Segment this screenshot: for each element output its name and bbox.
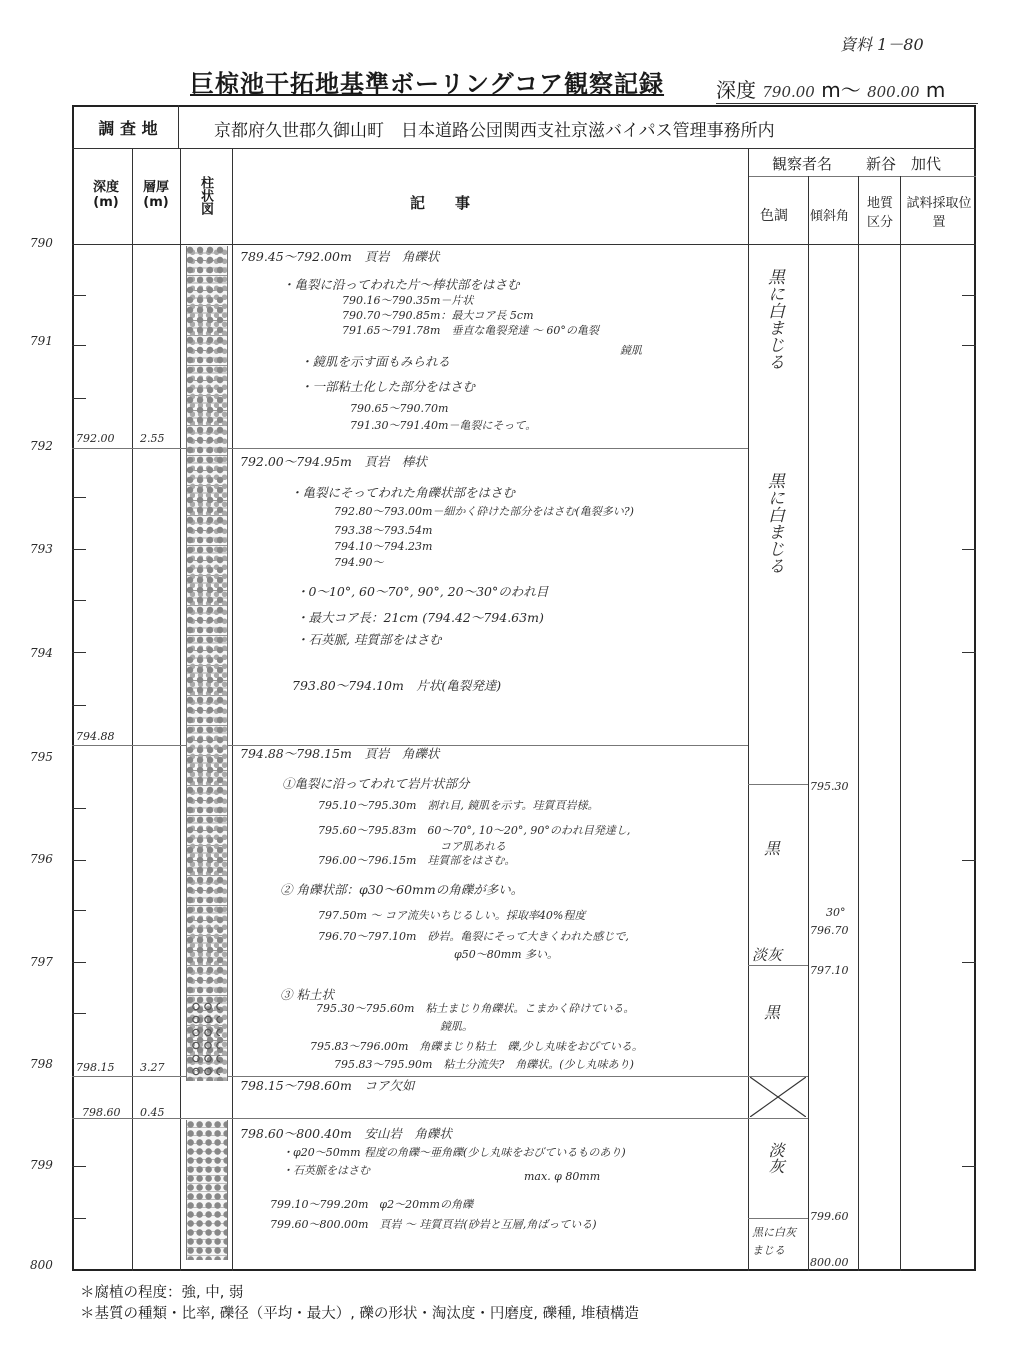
color-boundary (748, 784, 808, 785)
margin-depth: 799 (30, 1158, 53, 1172)
note-line: 795.60～795.83m 60～70°, 10～20°, 90°のわれ目発達し, (318, 824, 631, 837)
depth-from: 790.00 (762, 83, 815, 101)
note-line: 790.70～790.85m：最大コア長 5cm (342, 309, 534, 322)
depth-tick (72, 962, 86, 963)
note-line: 790.65～790.70m (350, 402, 449, 415)
core-column-drawing (186, 1120, 228, 1260)
header-dip: 傾斜角 (810, 209, 850, 224)
layer-boundary (72, 1118, 808, 1119)
note-line: 鏡肌 (620, 344, 642, 357)
color-boundary (748, 1218, 808, 1219)
header-columnar: 柱状図 (198, 176, 213, 215)
core-column-drawing (186, 246, 228, 1081)
depth-tick (962, 549, 976, 550)
note-line: ・最大コア長：21cm (794.42～794.63m) (296, 610, 544, 625)
footnote: ＊腐植の程度：強, 中, 弱 (80, 1285, 244, 1301)
layer-depth: 798.15 (76, 1061, 115, 1074)
margin-depth: 793 (30, 542, 53, 556)
layer-thickness: 0.45 (140, 1106, 165, 1119)
depth-tick (72, 497, 86, 498)
depth-unit-1: m～ (821, 78, 861, 102)
note-line: 795.10～795.30m 割れ目, 鏡肌を示す。珪質頁岩様。 (318, 799, 599, 812)
header-quality: 地質区分 (866, 196, 893, 230)
layer-heading: 789.45～792.00m 頁岩 角礫状 (240, 249, 440, 264)
layer-depth: 794.88 (76, 730, 115, 743)
divider (178, 105, 179, 148)
observer-name: 新谷 加代 (866, 155, 942, 173)
color-tone: 淡灰 (766, 1142, 785, 1174)
layer-depth: 798.60 (82, 1106, 121, 1119)
depth-tick (72, 808, 86, 809)
divider (132, 148, 133, 1271)
layer-boundary (72, 1076, 808, 1077)
note-line: 鏡肌。 (440, 1020, 473, 1033)
dip-value: 30° (826, 906, 846, 919)
note-line: ③ 粘土状 (280, 987, 334, 1002)
depth-tick (72, 1218, 86, 1219)
depth-tick (72, 345, 86, 346)
note-line: 796.00～796.15m 珪質部をはさむ。 (318, 854, 516, 867)
site-label: 調 査 地 (98, 119, 158, 138)
note-line: 793.80～794.10m 片状(亀裂発達) (292, 678, 502, 693)
note-line: 794.10～794.23m (334, 540, 433, 553)
note-line: 799.60～800.00m 頁岩 ～ 珪質頁岩(砂岩と互層,角ばっている) (270, 1218, 597, 1231)
color-tone: 黒 (764, 839, 781, 858)
depth-tick (962, 1166, 976, 1167)
dip-value: 796.70 (810, 924, 849, 937)
depth-unit-2: m (925, 78, 946, 102)
depth-tick (962, 652, 976, 653)
document-reference: 資料 1－80 (840, 35, 924, 54)
layer-heading: 794.88～798.15m 頁岩 角礫状 (240, 746, 440, 761)
color-boundary (748, 965, 808, 966)
note-line: ①亀裂に沿ってわれて岩片状部分 (282, 776, 470, 791)
dip-value: 800.00 (810, 1256, 849, 1269)
depth-tick (72, 910, 86, 911)
margin-depth: 795 (30, 750, 53, 764)
depth-tick (962, 962, 976, 963)
depth-tick (72, 652, 86, 653)
no-core-cross (750, 1077, 806, 1117)
dip-value: 795.30 (810, 780, 849, 793)
note-line: 791.30～791.40m－亀裂にそって。 (350, 419, 537, 432)
note-line: 792.80～793.00m－細かく砕けた部分をはさむ(亀裂多い?) (334, 505, 634, 518)
layer-boundary (72, 448, 748, 449)
divider (748, 148, 749, 1271)
note-line: ・鏡肌を示す面もみられる (300, 354, 451, 369)
color-tone: 黒に白まじる (764, 268, 784, 370)
depth-range (716, 74, 978, 104)
layer-heading: 798.15～798.60m コア欠如 (240, 1078, 415, 1093)
note-line: 793.38～793.54m (334, 524, 433, 537)
layer-thickness: 3.27 (140, 1061, 165, 1074)
note-line: max. φ 80mm (524, 1170, 601, 1183)
note-line: φ50～80mm 多い。 (454, 948, 559, 961)
header-sampling: 試料採取位置 (906, 196, 972, 230)
clay-pebble-symbols (190, 1000, 220, 1080)
layer-depth: 792.00 (76, 432, 115, 445)
margin-depth: 791 (30, 334, 53, 348)
note-line: ・φ20～50mm 程度の角礫～亜角礫(少し丸味をおびているものあり) (282, 1146, 626, 1159)
divider (900, 176, 901, 1271)
depth-range-label: 深度 (716, 78, 756, 102)
note-line: 794.90～ (334, 556, 384, 569)
note-line: 791.65～791.78m 垂直な亀裂発達 ～ 60°の亀裂 (342, 324, 599, 337)
depth-tick (962, 295, 976, 296)
margin-depth: 794 (30, 646, 53, 660)
color-tone: 淡灰 (752, 946, 783, 964)
divider (72, 244, 976, 245)
layer-heading: 798.60～800.40m 安山岩 角礫状 (240, 1126, 452, 1141)
layer-thickness: 2.55 (140, 432, 165, 445)
margin-depth: 798 (30, 1057, 53, 1071)
note-line: ・亀裂に沿ってわれた片～棒状部をはさむ (282, 277, 520, 292)
color-tone: 黒に白まじる (764, 472, 784, 574)
margin-depth: 796 (30, 852, 53, 866)
depth-to: 800.00 (867, 83, 920, 101)
note-line: ・一部粘土化した部分をはさむ (300, 379, 476, 394)
depth-tick (72, 295, 86, 296)
depth-tick (72, 1166, 86, 1167)
header-depth: 深度 (m) (92, 180, 119, 210)
depth-tick (72, 600, 86, 601)
note-line: 795.83～795.90m 粘土分流失? 角礫状。(少し丸味あり) (334, 1058, 634, 1071)
note-line: ・石英脈, 珪質部をはさむ (296, 632, 442, 647)
observer-label: 観察者名 (772, 155, 833, 173)
dip-value: 799.60 (810, 1210, 849, 1223)
depth-tick (72, 1013, 86, 1014)
margin-depth: 792 (30, 439, 53, 453)
note-line: 797.50m ～ コア流失いちじるしい。採取率40%程度 (318, 909, 586, 922)
page-title: 巨椋池干拓地基準ボーリングコア観察記録 (190, 70, 665, 98)
divider (748, 176, 976, 177)
margin-depth: 790 (30, 236, 53, 250)
header-notes: 記 事 (410, 194, 471, 212)
note-line: 795.83～796.00m 角礫まじり粘土 礫,少し丸味をおびている。 (310, 1040, 643, 1053)
depth-tick (72, 705, 86, 706)
margin-depth: 797 (30, 955, 53, 969)
header-thickness: 層厚 (m) (142, 180, 169, 210)
note-line: ② 角礫状部：φ30～60mmの角礫が多い。 (280, 882, 524, 897)
margin-depth: 800 (30, 1258, 53, 1272)
note-line: ・亀裂にそってわれた角礫状部をはさむ (290, 485, 516, 500)
depth-tick (72, 860, 86, 861)
color-tone: 黒に白灰まじる (752, 1226, 796, 1257)
color-tone: 黒 (764, 1003, 781, 1022)
note-line: 796.70～797.10m 砂岩。亀裂にそって大きくわれた感じで, (318, 930, 629, 943)
divider (180, 148, 181, 1271)
footnote: ＊基質の種類・比率, 礫径（平均・最大）, 礫の形状・淘汰度・円磨度, 礫種, 堆積構造 (80, 1306, 639, 1322)
depth-tick (72, 549, 86, 550)
depth-tick (72, 398, 86, 399)
depth-tick (962, 860, 976, 861)
note-line: 799.10～799.20m φ2～20mmの角礫 (270, 1198, 473, 1211)
site-value: 京都府久世郡久御山町 日本道路公団関西支社京滋バイパス管理事務所内 (214, 121, 775, 141)
note-line: 795.30～795.60m 粘土まじり角礫状。こまかく砕けている。 (316, 1002, 635, 1015)
note-line: 790.16～790.35m－片状 (342, 294, 474, 307)
divider (72, 148, 976, 149)
note-line: ・0～10°, 60～70°, 90°, 20～30°のわれ目 (296, 584, 549, 599)
note-line: コア肌あれる (440, 840, 506, 853)
divider (858, 176, 859, 1271)
depth-tick (962, 345, 976, 346)
note-line: ・石英脈をはさむ (282, 1164, 370, 1177)
header-color: 色調 (760, 208, 788, 224)
divider (808, 176, 809, 1271)
layer-heading: 792.00～794.95m 頁岩 棒状 (240, 454, 427, 469)
divider (232, 148, 233, 1271)
dip-value: 797.10 (810, 964, 849, 977)
